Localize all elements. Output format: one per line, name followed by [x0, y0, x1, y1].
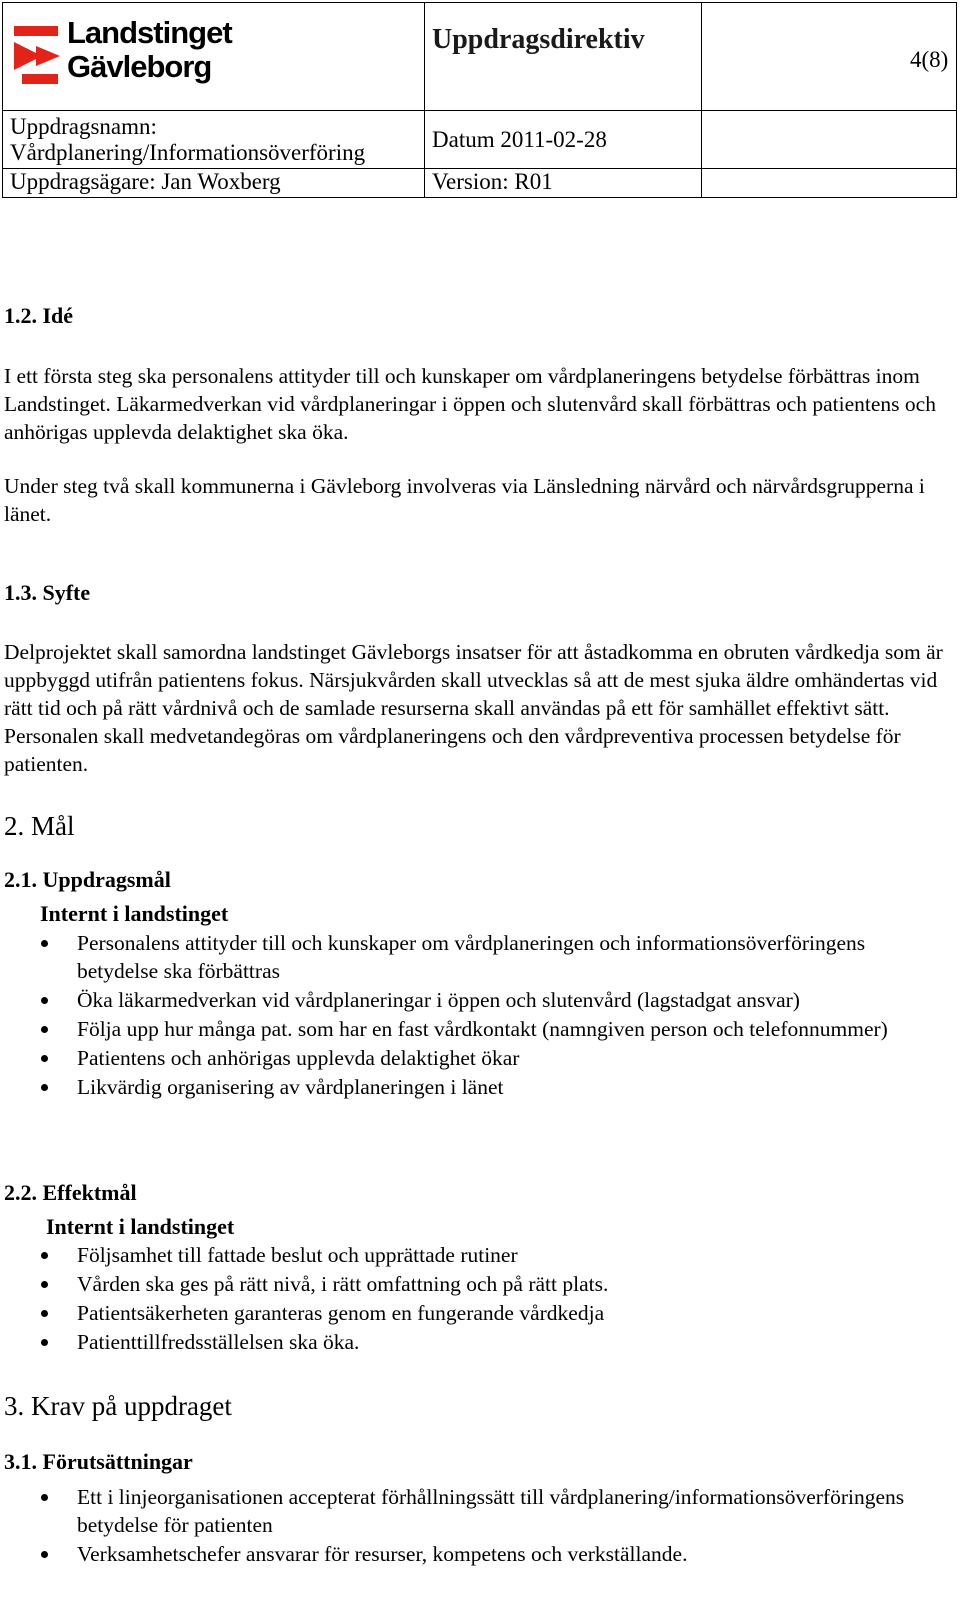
bullet-icon [41, 1551, 48, 1558]
purpose-heading: 1.3. Syfte [4, 580, 91, 605]
idea-heading: 1.2. Idé [4, 303, 74, 328]
list-item: Patientsäkerheten garanteras genom en fungerande vårdkedja [0, 1299, 930, 1327]
goal-heading: 2. Mål [4, 811, 75, 841]
purpose-paragraph: Delprojektet skall samordna landstinget Gävleborgs insatser för att åstadkomma en obruten vårdkedja som är uppbyggd utifrån patientens fokus. Närsjukvården skall utvecklas så att de mest sjuka äldre omhändertas vid rätt tid och på rätt vårdnivå och de samlade resurserna skall användas på ett för samhället effektivt sätt. Personalen skall medvetandegöras om vårdplaneringens och den vårdpreventiva processen betydelse för patienten. [4, 640, 943, 776]
org-name [67, 16, 232, 84]
assignment-name-value: Vårdplanering/Informationsöverföring [10, 140, 366, 165]
requirements-heading: 3. Krav på uppdraget [4, 1391, 232, 1421]
bullet-icon [41, 997, 48, 1004]
list-item: Patienttillfredsställelsen ska öka. [0, 1328, 930, 1356]
version-field: Version: R01 [432, 169, 553, 194]
header-divider-1 [424, 2, 425, 197]
page-number: 4(8) [910, 47, 949, 72]
list-item: Verksamhetschefer ansvarar för resurser, kompetens och verkställande. [0, 1540, 930, 1568]
list-item: Patientens och anhörigas upplevda delaktighet ökar [0, 1044, 930, 1072]
org-logo [12, 16, 252, 88]
prerequisites-list [0, 1483, 930, 1568]
list-item: Öka läkarmedverkan vid vårdplaneringar i öppen och slutenvård (lagstadgat ansvar) [0, 986, 930, 1014]
header-border-bottom [2, 197, 957, 198]
list-item: Ett i linjeorganisationen accepterat förhållningssätt till vårdplanering/informationsöverföringens betydelse för patienten [0, 1483, 930, 1539]
effect-list [0, 1241, 930, 1356]
header-divider-2 [701, 2, 702, 197]
list-item: Likvärdig organisering av vårdplaneringen i länet [0, 1073, 930, 1101]
org-name-line1: Landstinget [67, 15, 232, 50]
bullet-icon [41, 1055, 48, 1062]
document-header [2, 2, 957, 199]
prerequisites-heading: 3.1. Förutsättningar [4, 1449, 193, 1474]
effect-subheading: Internt i landstinget [46, 1214, 235, 1239]
list-item: Vården ska ges på rätt nivå, i rätt omfattning och på rätt plats. [0, 1270, 930, 1298]
logo-mark-icon [12, 22, 62, 84]
date-field: Datum 2011-02-28 [432, 127, 607, 152]
effect-heading: 2.2. Effektmål [4, 1180, 137, 1205]
assignment-name-label: Uppdragsnamn: [10, 114, 157, 139]
bullet-icon [41, 940, 48, 947]
owner-field: Uppdragsägare: Jan Woxberg [10, 169, 281, 194]
bullet-icon [41, 1494, 48, 1501]
bullet-icon [41, 1310, 48, 1317]
list-item: Personalens attityder till och kunskaper om vårdplaneringen och informationsöverföringens betydelse ska förbättras [0, 929, 930, 985]
doc-title: Uppdragsdirektiv [432, 24, 645, 55]
mission-list [0, 929, 930, 1101]
bullet-icon [41, 1281, 48, 1288]
org-name-line2: Gävleborg [67, 49, 212, 84]
bullet-icon [41, 1026, 48, 1033]
mission-subheading: Internt i landstinget [40, 901, 229, 926]
mission-heading: 2.1. Uppdragsmål [4, 867, 171, 892]
bullet-icon [41, 1084, 48, 1091]
list-item: Följa upp hur många pat. som har en fast vårdkontakt (namngiven person och telefonnummer) [0, 1015, 930, 1043]
idea-paragraph-2: Under steg två skall kommunerna i Gävleborg involveras via Länsledning närvård och närvårdsgrupperna i länet. [4, 474, 925, 526]
header-border-top [2, 2, 957, 3]
list-item: Följsamhet till fattade beslut och upprättade rutiner [0, 1241, 930, 1269]
idea-paragraph-1: I ett första steg ska personalens attityder till och kunskaper om vårdplaneringens betydelse förbättras inom Landstinget. Läkarmedverkan vid vårdplaneringar i öppen och slutenvård skall förbättras och patientens och anhörigas upplevda delaktighet ska öka. [4, 364, 936, 444]
bullet-icon [41, 1252, 48, 1259]
header-border-mid [2, 110, 957, 111]
bullet-icon [41, 1339, 48, 1346]
